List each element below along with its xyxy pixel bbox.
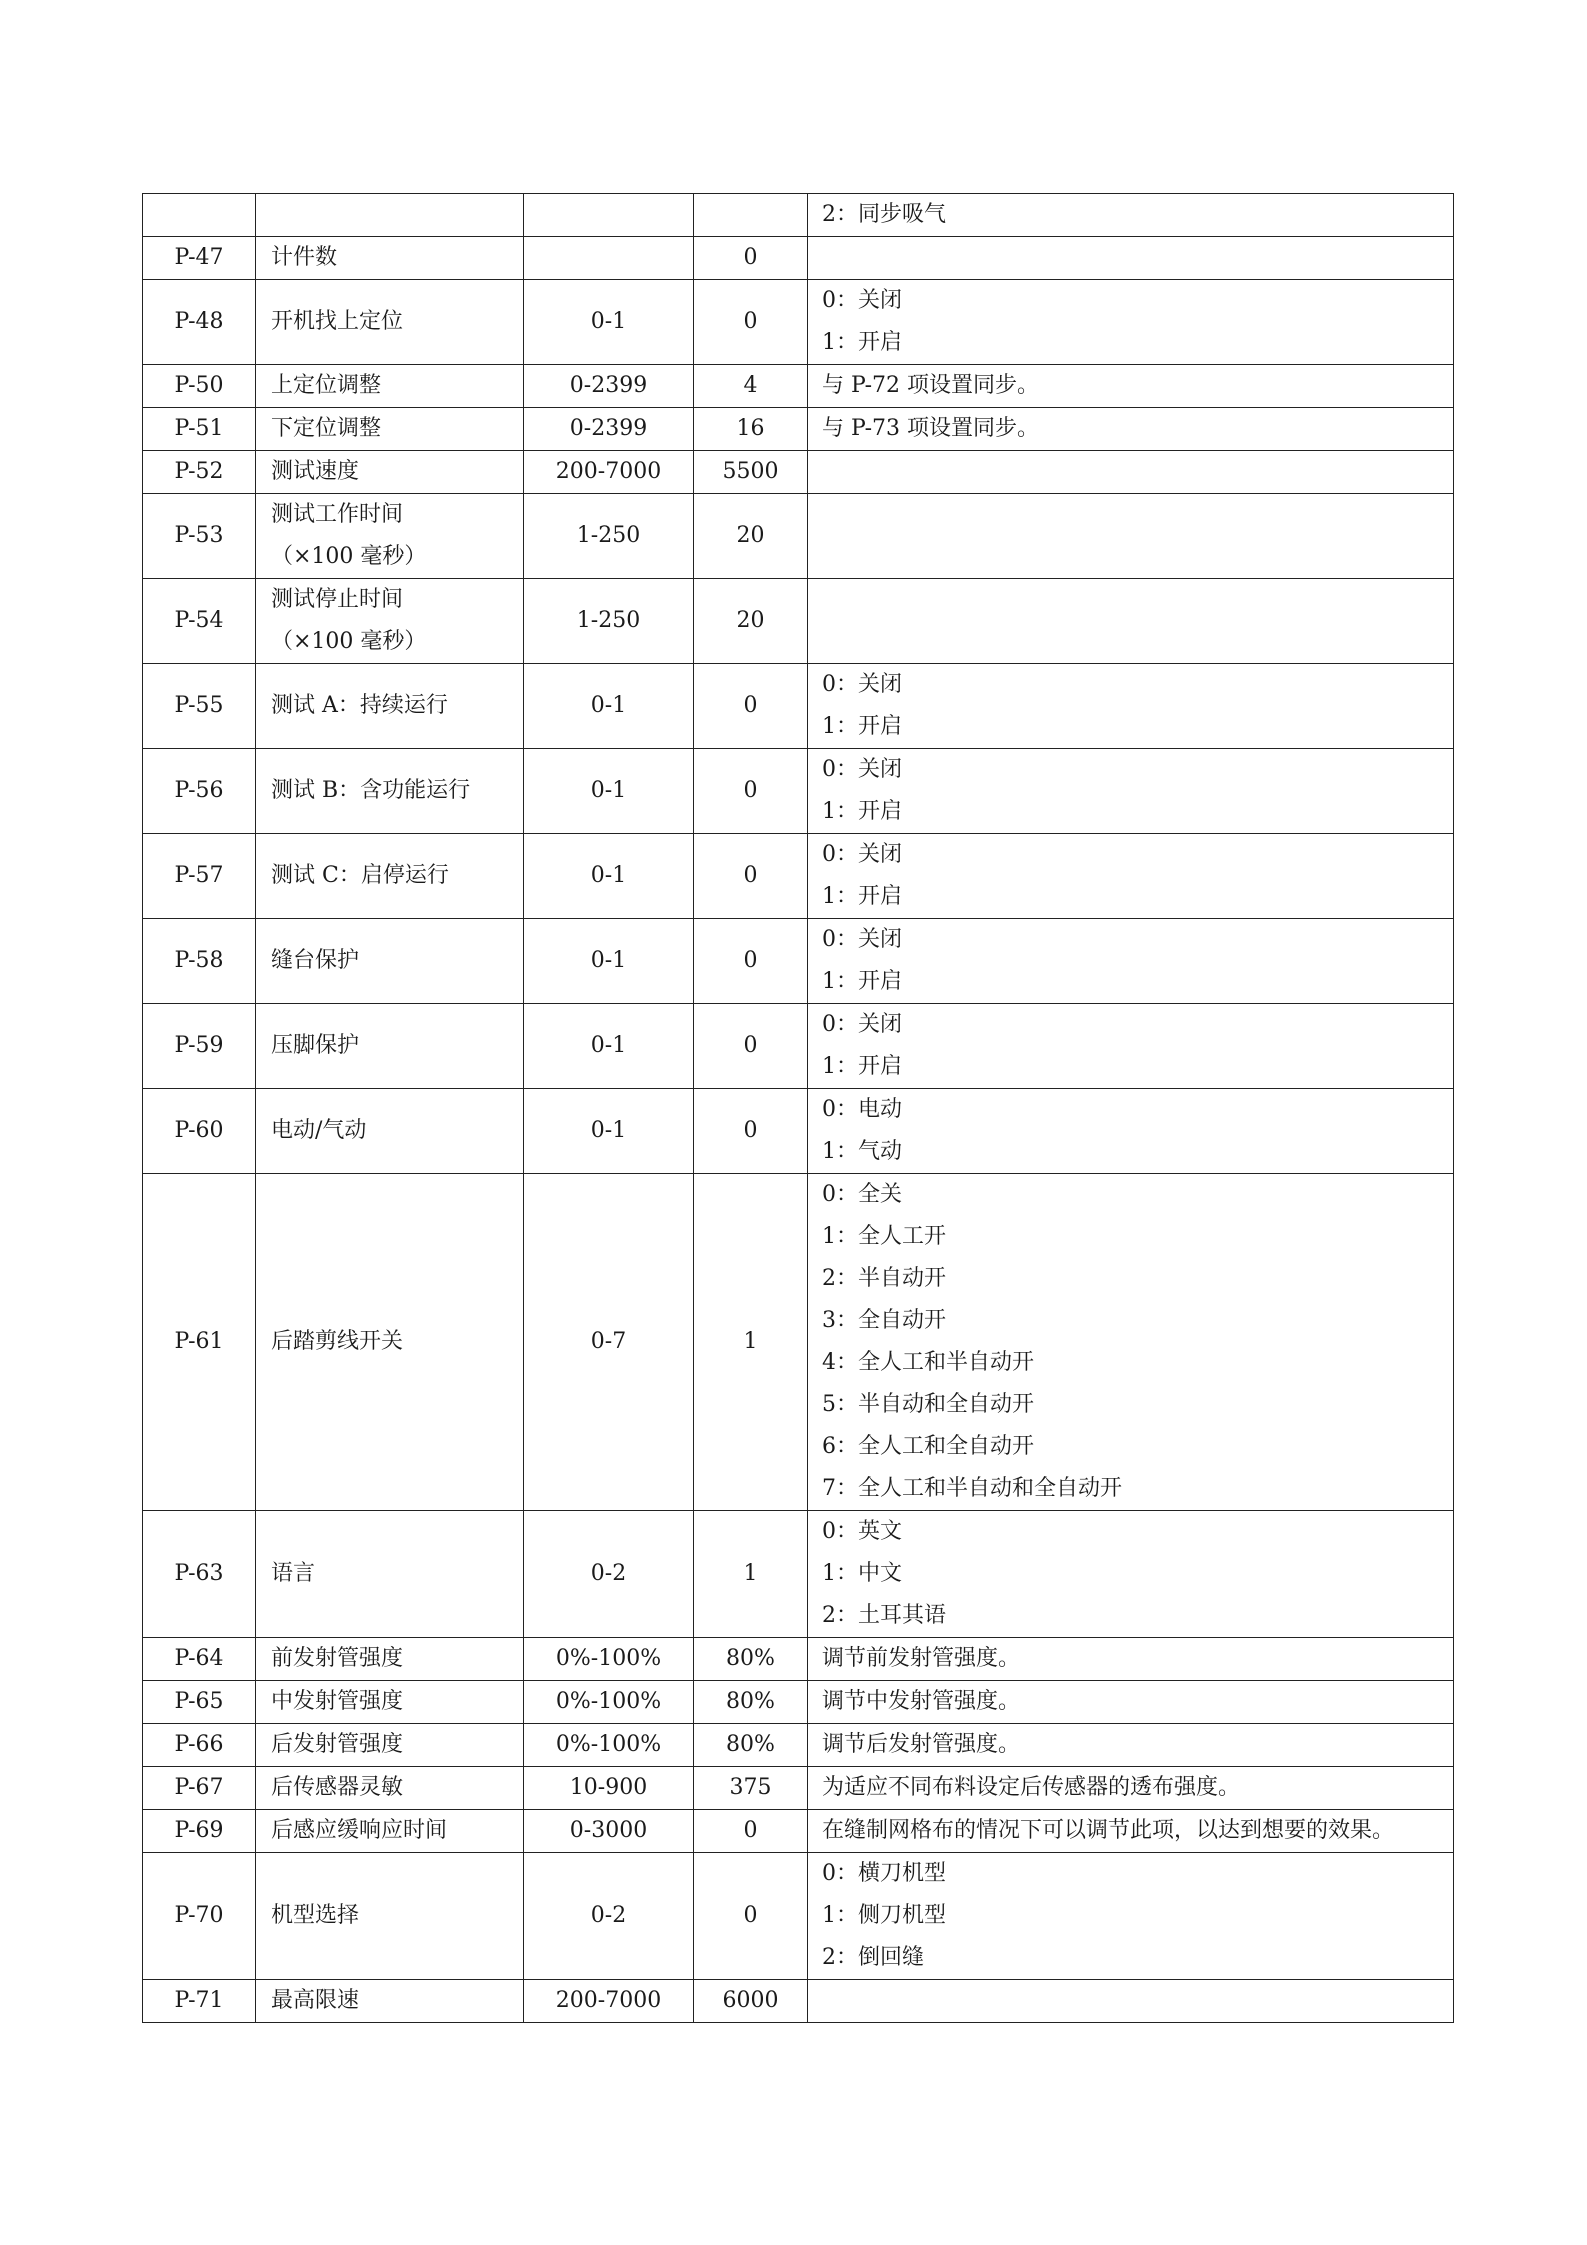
table-row	[143, 280, 1454, 365]
param-code-cell	[143, 1980, 256, 2023]
param-desc-line: 调节前发射管强度。	[822, 1646, 1021, 1671]
param-name-line: 测试 B：含功能运行	[271, 778, 471, 803]
param-desc-line: 0：电动	[822, 1097, 902, 1122]
param-default: 0	[743, 948, 758, 973]
param-desc-line: 1：开启	[822, 969, 902, 994]
parameter-table-body	[143, 194, 1454, 2023]
param-code: P-60	[174, 1118, 224, 1143]
param-default: 0	[743, 309, 758, 334]
table-row	[143, 451, 1454, 494]
param-desc-line: 6：全人工和全自动开	[822, 1434, 1034, 1459]
param-code-cell	[143, 451, 256, 494]
param-desc-cell	[808, 451, 1454, 494]
param-default-cell	[694, 408, 808, 451]
param-name-line: 测试 A：持续运行	[271, 693, 448, 718]
param-default-cell	[694, 1511, 808, 1638]
param-desc-line: 与 P-72 项设置同步。	[822, 373, 1040, 398]
param-code-cell	[143, 1724, 256, 1767]
param-name-line: （×100 毫秒）	[271, 629, 427, 654]
param-code: P-54	[174, 608, 224, 633]
param-default: 5500	[722, 459, 779, 484]
param-default: 1	[743, 1561, 758, 1586]
param-range: 0%-100%	[555, 1732, 662, 1757]
param-desc-line: 1：开启	[822, 714, 902, 739]
param-range-cell	[524, 1853, 694, 1980]
param-desc-line: 1：全人工开	[822, 1224, 946, 1249]
param-range: 0-2	[590, 1903, 627, 1928]
param-name-cell	[256, 1810, 524, 1853]
param-default-cell	[694, 1681, 808, 1724]
param-desc-line: 0：全关	[822, 1182, 902, 1207]
param-range: 1-250	[576, 523, 641, 548]
param-range: 200-7000	[555, 1988, 662, 2013]
param-name-cell	[256, 749, 524, 834]
param-range-cell	[524, 1638, 694, 1681]
param-default: 375	[729, 1775, 772, 1800]
param-range: 0-1	[590, 948, 627, 973]
param-range-cell	[524, 1174, 694, 1511]
param-default-cell	[694, 1980, 808, 2023]
param-name-cell	[256, 237, 524, 280]
param-default-cell	[694, 280, 808, 365]
param-desc-cell	[808, 919, 1454, 1004]
param-name-cell	[256, 451, 524, 494]
param-desc-line: 2：土耳其语	[822, 1603, 946, 1628]
param-code: P-66	[174, 1732, 224, 1757]
param-desc-line	[822, 600, 1453, 642]
param-range-cell	[524, 1511, 694, 1638]
param-code: P-64	[174, 1646, 224, 1671]
param-desc-line: 0：横刀机型	[822, 1861, 946, 1886]
param-code-cell	[143, 749, 256, 834]
param-code-cell	[143, 237, 256, 280]
param-desc-cell	[808, 365, 1454, 408]
param-name-cell	[256, 1724, 524, 1767]
param-desc-line: 0：英文	[822, 1519, 902, 1544]
param-name-line: 后感应缓响应时间	[271, 1818, 448, 1843]
param-range-cell	[524, 1724, 694, 1767]
param-name-line: 测试停止时间	[271, 587, 404, 612]
param-desc-cell	[808, 834, 1454, 919]
param-range-cell	[524, 280, 694, 365]
param-range-cell	[524, 408, 694, 451]
table-row	[143, 1767, 1454, 1810]
table-row	[143, 1724, 1454, 1767]
param-code-cell	[143, 194, 256, 237]
table-row	[143, 1004, 1454, 1089]
param-code-cell	[143, 1511, 256, 1638]
param-code: P-59	[174, 1033, 224, 1058]
param-name-line: 电动/气动	[271, 1118, 367, 1143]
param-range: 0-3000	[569, 1818, 648, 1843]
param-range-cell	[524, 451, 694, 494]
table-row	[143, 1681, 1454, 1724]
param-range: 1-250	[576, 608, 641, 633]
param-name-cell	[256, 1089, 524, 1174]
param-desc-line	[822, 1980, 1453, 2022]
param-default: 20	[736, 608, 765, 633]
param-name-cell	[256, 194, 524, 237]
table-row	[143, 365, 1454, 408]
param-code-cell	[143, 834, 256, 919]
param-default: 80%	[726, 1689, 775, 1714]
param-code: P-69	[174, 1818, 224, 1843]
param-range-cell	[524, 1681, 694, 1724]
table-row	[143, 1853, 1454, 1980]
table-row	[143, 834, 1454, 919]
param-code: P-63	[174, 1561, 224, 1586]
param-desc-line: 在缝制网格布的情况下可以调节此项，以达到想要的效果。	[822, 1818, 1395, 1843]
table-row	[143, 1980, 1454, 2023]
param-desc-cell	[808, 494, 1454, 579]
param-name-line: 测试工作时间	[271, 502, 404, 527]
param-range-cell	[524, 579, 694, 664]
param-code-cell	[143, 1767, 256, 1810]
param-range-cell	[524, 194, 694, 237]
param-name-cell	[256, 1004, 524, 1089]
param-range: 0-1	[590, 1118, 627, 1143]
param-desc-line: 为适应不同布料设定后传感器的透布强度。	[822, 1775, 1241, 1800]
param-default-cell	[694, 365, 808, 408]
param-desc-line: 调节后发射管强度。	[822, 1732, 1021, 1757]
param-range-cell	[524, 664, 694, 749]
param-desc-line: 0：关闭	[822, 842, 902, 867]
param-code-cell	[143, 1174, 256, 1511]
param-range: 0-2	[590, 1561, 627, 1586]
param-range: 0-2399	[569, 416, 648, 441]
param-default: 0	[743, 1818, 758, 1843]
param-desc-cell	[808, 664, 1454, 749]
param-desc-cell	[808, 1174, 1454, 1511]
param-desc-line: 4：全人工和半自动开	[822, 1350, 1034, 1375]
parameter-table	[142, 193, 1454, 2023]
table-row	[143, 1174, 1454, 1511]
param-code: P-67	[174, 1775, 224, 1800]
param-code-cell	[143, 664, 256, 749]
param-name-cell	[256, 1980, 524, 2023]
param-desc-cell	[808, 237, 1454, 280]
param-name-line: 测试速度	[271, 459, 360, 484]
param-code: P-58	[174, 948, 224, 973]
param-name-line	[271, 194, 523, 236]
param-default: 0	[743, 863, 758, 888]
param-range: 0%-100%	[555, 1689, 662, 1714]
param-range: 10-900	[569, 1775, 648, 1800]
table-row	[143, 1089, 1454, 1174]
param-range: 0-2399	[569, 373, 648, 398]
param-desc-line: 2：倒回缝	[822, 1945, 924, 1970]
param-desc-line: 2：同步吸气	[822, 202, 946, 227]
param-name-line: 中发射管强度	[271, 1689, 404, 1714]
param-default-cell	[694, 1174, 808, 1511]
param-code: P-52	[174, 459, 224, 484]
param-desc-line	[822, 515, 1453, 557]
param-code-cell	[143, 1853, 256, 1980]
param-range-cell	[524, 1767, 694, 1810]
param-default: 0	[743, 1033, 758, 1058]
table-row	[143, 1810, 1454, 1853]
param-default-cell	[694, 1767, 808, 1810]
table-row	[143, 749, 1454, 834]
param-default-cell	[694, 1004, 808, 1089]
param-range: 0-1	[590, 309, 627, 334]
param-desc-cell	[808, 1004, 1454, 1089]
param-desc-cell	[808, 1853, 1454, 1980]
param-desc-line: 调节中发射管强度。	[822, 1689, 1021, 1714]
param-default: 0	[743, 1903, 758, 1928]
param-desc-line: 1：开启	[822, 799, 902, 824]
param-code: P-50	[174, 373, 224, 398]
param-default-cell	[694, 494, 808, 579]
param-code: P-47	[174, 245, 224, 270]
table-row	[143, 579, 1454, 664]
param-name-line: 开机找上定位	[271, 309, 404, 334]
param-name-line: 下定位调整	[271, 416, 382, 441]
param-range: 0-1	[590, 1033, 627, 1058]
param-range: 0-7	[590, 1329, 627, 1354]
param-desc-cell	[808, 194, 1454, 237]
param-desc-line: 5：半自动和全自动开	[822, 1392, 1034, 1417]
param-default-cell	[694, 1853, 808, 1980]
param-code: P-48	[174, 309, 224, 334]
param-default	[694, 194, 807, 236]
param-range-cell	[524, 494, 694, 579]
param-name-line: 机型选择	[271, 1903, 360, 1928]
param-code: P-53	[174, 523, 224, 548]
param-name-cell	[256, 408, 524, 451]
param-desc-line: 1：开启	[822, 330, 902, 355]
param-default-cell	[694, 919, 808, 1004]
param-name-cell	[256, 1681, 524, 1724]
param-default-cell	[694, 194, 808, 237]
param-code-cell	[143, 1681, 256, 1724]
param-desc-line: 3：全自动开	[822, 1308, 946, 1333]
param-desc-line: 0：关闭	[822, 757, 902, 782]
param-default-cell	[694, 1810, 808, 1853]
param-code-cell	[143, 280, 256, 365]
param-desc-cell	[808, 1810, 1454, 1853]
param-code-cell	[143, 1810, 256, 1853]
param-range-cell	[524, 1004, 694, 1089]
param-desc-cell	[808, 749, 1454, 834]
param-default: 4	[743, 373, 758, 398]
param-desc-line: 1：气动	[822, 1139, 902, 1164]
param-range-cell	[524, 1089, 694, 1174]
param-code-cell	[143, 1638, 256, 1681]
table-row	[143, 237, 1454, 280]
param-desc-line: 1：开启	[822, 884, 902, 909]
param-default-cell	[694, 451, 808, 494]
param-desc-cell	[808, 1980, 1454, 2023]
table-row	[143, 494, 1454, 579]
table-row	[143, 1511, 1454, 1638]
param-desc-cell	[808, 1767, 1454, 1810]
param-range-cell	[524, 365, 694, 408]
param-range: 0-1	[590, 693, 627, 718]
param-default: 0	[743, 245, 758, 270]
param-range-cell	[524, 919, 694, 1004]
param-default-cell	[694, 1089, 808, 1174]
param-range-cell	[524, 1980, 694, 2023]
param-name-cell	[256, 664, 524, 749]
param-code-cell	[143, 1004, 256, 1089]
param-desc-line: 0：关闭	[822, 672, 902, 697]
table-row	[143, 919, 1454, 1004]
param-code-cell	[143, 579, 256, 664]
param-name-cell	[256, 1853, 524, 1980]
param-default: 20	[736, 523, 765, 548]
param-desc-cell	[808, 1511, 1454, 1638]
param-desc-cell	[808, 1638, 1454, 1681]
param-code: P-71	[174, 1988, 224, 2013]
param-desc-cell	[808, 1724, 1454, 1767]
param-default-cell	[694, 749, 808, 834]
param-name-line: 前发射管强度	[271, 1646, 404, 1671]
param-range	[524, 194, 693, 236]
param-default: 0	[743, 693, 758, 718]
param-default-cell	[694, 834, 808, 919]
param-name-line: 上定位调整	[271, 373, 382, 398]
param-range-cell	[524, 237, 694, 280]
param-default: 0	[743, 1118, 758, 1143]
param-default-cell	[694, 664, 808, 749]
param-desc-line: 0：关闭	[822, 1012, 902, 1037]
param-default-cell	[694, 1724, 808, 1767]
param-desc-cell	[808, 408, 1454, 451]
param-desc-cell	[808, 579, 1454, 664]
param-code: P-57	[174, 863, 224, 888]
table-row	[143, 408, 1454, 451]
param-desc-cell	[808, 280, 1454, 365]
param-default-cell	[694, 1638, 808, 1681]
param-default-cell	[694, 237, 808, 280]
param-code: P-55	[174, 693, 224, 718]
param-default: 80%	[726, 1732, 775, 1757]
param-code: P-56	[174, 778, 224, 803]
param-range: 0-1	[590, 778, 627, 803]
param-desc-line: 0：关闭	[822, 288, 902, 313]
param-default: 80%	[726, 1646, 775, 1671]
param-default: 16	[736, 416, 765, 441]
param-desc-line	[822, 451, 1453, 493]
param-desc-line	[822, 237, 1453, 279]
param-code	[143, 194, 255, 236]
param-name-cell	[256, 1511, 524, 1638]
param-code-cell	[143, 408, 256, 451]
param-range-cell	[524, 834, 694, 919]
param-range	[524, 237, 693, 279]
param-name-cell	[256, 365, 524, 408]
param-desc-cell	[808, 1681, 1454, 1724]
table-row	[143, 194, 1454, 237]
param-name-line: 计件数	[271, 245, 338, 270]
param-desc-line: 1：侧刀机型	[822, 1903, 946, 1928]
param-range: 0%-100%	[555, 1646, 662, 1671]
param-name-cell	[256, 494, 524, 579]
param-code-cell	[143, 1089, 256, 1174]
param-default-cell	[694, 579, 808, 664]
param-desc-line: 1：开启	[822, 1054, 902, 1079]
param-name-line: 语言	[271, 1561, 316, 1586]
param-name-cell	[256, 1638, 524, 1681]
param-name-cell	[256, 280, 524, 365]
param-name-line: 缝台保护	[271, 948, 360, 973]
param-code: P-70	[174, 1903, 224, 1928]
param-default: 1	[743, 1329, 758, 1354]
param-name-cell	[256, 834, 524, 919]
param-code-cell	[143, 494, 256, 579]
param-name-line: 后发射管强度	[271, 1732, 404, 1757]
param-default: 0	[743, 778, 758, 803]
param-default: 6000	[722, 1988, 779, 2013]
param-desc-line: 7：全人工和半自动和全自动开	[822, 1476, 1122, 1501]
param-name-cell	[256, 579, 524, 664]
param-desc-cell	[808, 1089, 1454, 1174]
param-name-line: 后传感器灵敏	[271, 1775, 404, 1800]
param-range: 0-1	[590, 863, 627, 888]
param-name-line: 测试 C：启停运行	[271, 863, 449, 888]
param-name-line: （×100 毫秒）	[271, 544, 427, 569]
table-row	[143, 1638, 1454, 1681]
param-desc-line: 2：半自动开	[822, 1266, 946, 1291]
param-desc-line: 与 P-73 项设置同步。	[822, 416, 1040, 441]
table-row	[143, 664, 1454, 749]
param-range: 200-7000	[555, 459, 662, 484]
param-code-cell	[143, 919, 256, 1004]
param-name-cell	[256, 1767, 524, 1810]
param-name-line: 后踏剪线开关	[271, 1329, 404, 1354]
param-name-cell	[256, 919, 524, 1004]
param-code-cell	[143, 365, 256, 408]
param-name-cell	[256, 1174, 524, 1511]
param-code: P-65	[174, 1689, 224, 1714]
param-range-cell	[524, 1810, 694, 1853]
param-name-line: 压脚保护	[271, 1033, 360, 1058]
param-desc-line: 1：中文	[822, 1561, 902, 1586]
param-code: P-61	[174, 1329, 224, 1354]
param-range-cell	[524, 749, 694, 834]
param-desc-line: 0：关闭	[822, 927, 902, 952]
param-name-line: 最高限速	[271, 1988, 360, 2013]
param-code: P-51	[174, 416, 224, 441]
